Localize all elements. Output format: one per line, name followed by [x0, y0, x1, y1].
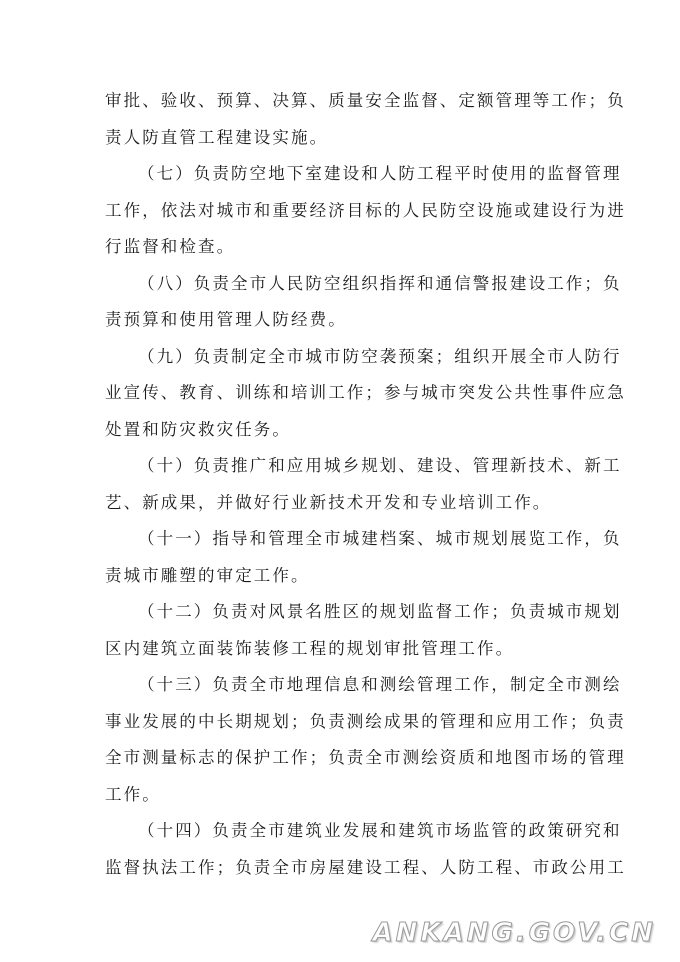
text-line: （十三）负责全市地理信息和测绘管理工作，制定全市测绘 [138, 675, 622, 694]
text-line: 全市测量标志的保护工作；负责全市测绘资质和地图市场的管理 [105, 748, 626, 767]
text-line: （八）负责全市人民防空组织指挥和通信警报建设工作；负 [138, 273, 622, 293]
text-line: 行监督和检查。 [105, 237, 236, 256]
text-line: 审批、验收、预算、决算、质量安全监督、定额管理等工作；负 [105, 91, 626, 110]
text-line: （九）负责制定全市城市防空袭预案；组织开展全市人防行 [138, 346, 622, 366]
text-line: 工作，依法对城市和重要经济目标的人民防空设施或建设行为进 [105, 200, 626, 220]
site-watermark: ANKANG.GOV.CN [372, 918, 656, 948]
text-line: 艺、新成果，并做好行业新技术开发和专业培训工作。 [105, 492, 552, 512]
text-line: 区内建筑立面装饰装修工程的规划审批管理工作。 [105, 638, 515, 658]
text-line: （七）负责防空地下室建设和人防工程平时使用的监督管理 [138, 164, 622, 183]
text-line: 工作。 [105, 784, 161, 804]
text-line: （十一）指导和管理全市城建档案、城市规划展览工作，负 [138, 529, 622, 548]
text-line: （十二）负责对风景名胜区的规划监督工作；负责城市规划 [138, 602, 622, 621]
text-line: （十）负责推广和应用城乡规划、建设、管理新技术、新工 [138, 456, 622, 475]
document-body [105, 87, 626, 890]
text-line: 监督执法工作；负责全市房屋建设工程、人防工程、市政公用工 [105, 857, 626, 877]
text-line: 业宣传、教育、训练和培训工作；参与城市突发公共性事件应急 [105, 383, 626, 402]
text-line: 事业发展的中长期规划；负责测绘成果的管理和应用工作；负责 [105, 711, 626, 731]
text-line: 责预算和使用管理人防经费。 [105, 310, 347, 329]
text-line: 责人防直管工程建设实施。 [105, 127, 329, 147]
text-line: 责城市雕塑的审定工作。 [105, 565, 310, 585]
text-line: （十四）负责全市建筑业发展和建筑市场监管的政策研究和 [138, 821, 622, 840]
text-line: 处置和防灾救灾任务。 [105, 419, 291, 439]
